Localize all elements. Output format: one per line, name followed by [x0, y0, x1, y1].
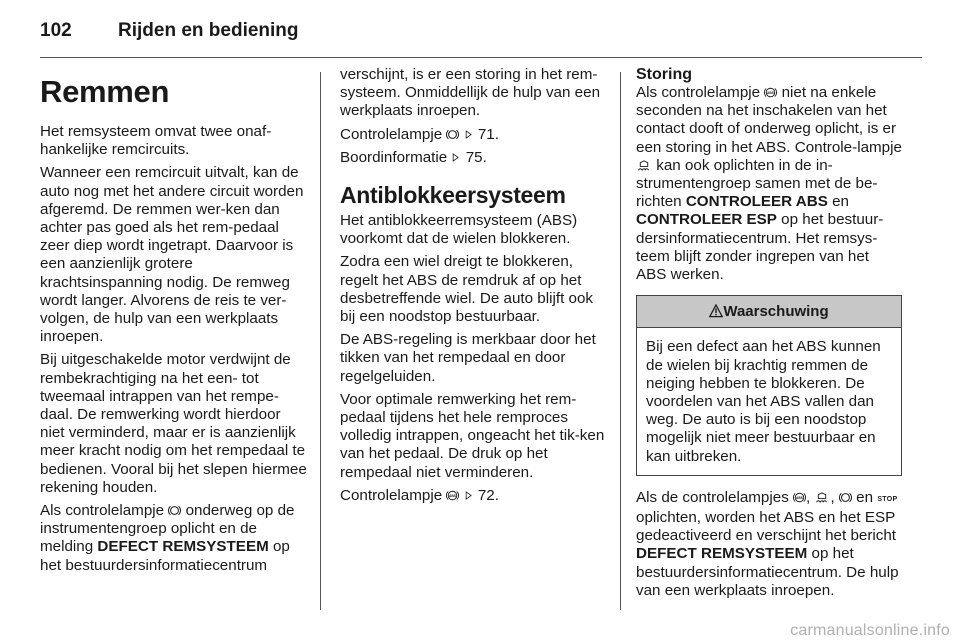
stop-indicator-icon: STOP	[877, 495, 898, 503]
paragraph: Als controlelampje onderweg op de instrumentengroep oplicht en de melding DEFECT REMSYSTEEM op het bestuurdersinformatiecentrum	[40, 502, 295, 574]
abs-warning-icon	[793, 491, 806, 504]
chapter-title: Rijden en bediening	[118, 20, 299, 41]
paragraph: Het remsysteem omvat twee onaf-hankelijke remcircuits.	[40, 123, 272, 159]
brake-warning-icon	[168, 504, 181, 517]
warning-title: Waarschuwing	[723, 303, 829, 321]
svg-text:ABS: ABS	[767, 90, 775, 95]
paragraph: verschijnt, is er een storing in het rem-systeem. Onmiddellijk de hulp van een werkplaats inroepen.	[340, 66, 601, 120]
column-divider-2	[620, 72, 621, 610]
section-title-abs: Antiblokkeersysteem	[340, 182, 566, 209]
paragraph: De ABS-regeling is merkbaar door het tikken van het rempedaal en door regelgeluiden.	[340, 331, 596, 385]
abs-warning-icon	[764, 86, 777, 99]
brake-warning-icon	[839, 491, 852, 504]
paragraph: Voor optimale remwerking het rem-pedaal tijdens het hele remproces volledig intrappen, ongeacht het tik-ken van het pedaal. De druk op het rempedaal niet verminderen.	[340, 390, 605, 481]
column-1	[40, 66, 308, 580]
watermark: carmanualsonline.info	[790, 622, 950, 639]
esp-skid-icon	[636, 159, 652, 172]
warning-triangle-icon	[709, 304, 723, 318]
svg-text:ABS: ABS	[796, 495, 804, 500]
paragraph: Zodra een wiel dreigt te blokkeren, regelt het ABS de remdruk af op het desbetreffende wiel. De auto blijft ook bij een noodstop bestuurbaar.	[340, 253, 594, 326]
abs-warning-icon	[446, 489, 459, 502]
paragraph: Bij uitgeschakelde motor verdwijnt de rembekrachtiging na het een- tot tweemaal intrappen van het rempe-daal. De remwerking wordt hierdoor niet verminderd, maar er is aanzienlijk meer kracht nodig om het rempedaal te bedienen. Vooral bij het slepen hiermee rekening houden.	[40, 351, 307, 496]
paragraph: Het antiblokkeerremsysteem (ABS) voorkomt dat de wielen blokkeren.	[340, 212, 578, 248]
subsection-title-storing: Storing	[636, 66, 692, 83]
page-reference: 75.	[465, 148, 487, 166]
brake-warning-icon	[446, 128, 459, 141]
page-reference: 72.	[477, 486, 499, 504]
warning-box	[636, 295, 902, 476]
paragraph: Controlelampje 71.	[340, 125, 499, 143]
warning-header	[637, 296, 901, 328]
page-reference-arrow-icon	[464, 489, 474, 502]
page-reference-arrow-icon	[464, 128, 474, 141]
page-number: 102	[40, 20, 72, 41]
warning-text: Bij een defect aan het ABS kunnen de wielen bij krachtig remmen de neiging hebben te blokkeren. De voordelen van het ABS vallen dan weg. De auto is bij een noodstop mogelijk niet meer bestuurbaar en kan uitbreken.	[646, 338, 881, 465]
column-3	[636, 66, 902, 605]
paragraph: Wanneer een remcircuit uitvalt, kan de auto nog met het andere circuit worden afgeremd. De remmen wer-ken dan achter pas goed als het rem-pedaal zeer diep wordt ingetrapt. Daarvoor is een aanzienlijk grotere krachtsinspanning nodig. De remweg wordt langer. Alvorens de reis te ver-volgen, de hulp van een werkplaats inroepen.	[40, 164, 304, 346]
column-divider-1	[320, 72, 321, 610]
column-2	[340, 66, 606, 510]
paragraph: Controlelampje ABS 72.	[340, 486, 499, 504]
page-reference: 71.	[477, 125, 499, 143]
svg-text:ABS: ABS	[449, 493, 457, 498]
page-reference-arrow-icon	[451, 151, 461, 164]
paragraph: Boordinformatie 75.	[340, 148, 487, 166]
paragraph: Als controlelampje ABS niet na enkele seconden na het inschakelen van het contact dooft of onderweg oplicht, is er een storing in het ABS. Controle-lampje kan ook oplichten in de in-strumentengroep samen met de be-richten CONTROLEER ABS en CONTROLEER ESP op het bestuur-dersinformatiecentrum. Het remsys-teem blijft zonder ingrepen van het ABS werken.	[636, 84, 902, 284]
paragraph: Als de controlelampjes ABS , , en STOP oplichten, worden het ABS en het ESP gedeactiveerd en verschijnt het bericht DEFECT REMSYSTEEM op het bestuurdersinformatiecentrum. De hulp van een werkplaats inroepen.	[636, 488, 899, 599]
esp-skid-icon	[814, 491, 830, 504]
section-title-remmen: Remmen	[40, 74, 170, 109]
header-rule	[40, 57, 922, 58]
